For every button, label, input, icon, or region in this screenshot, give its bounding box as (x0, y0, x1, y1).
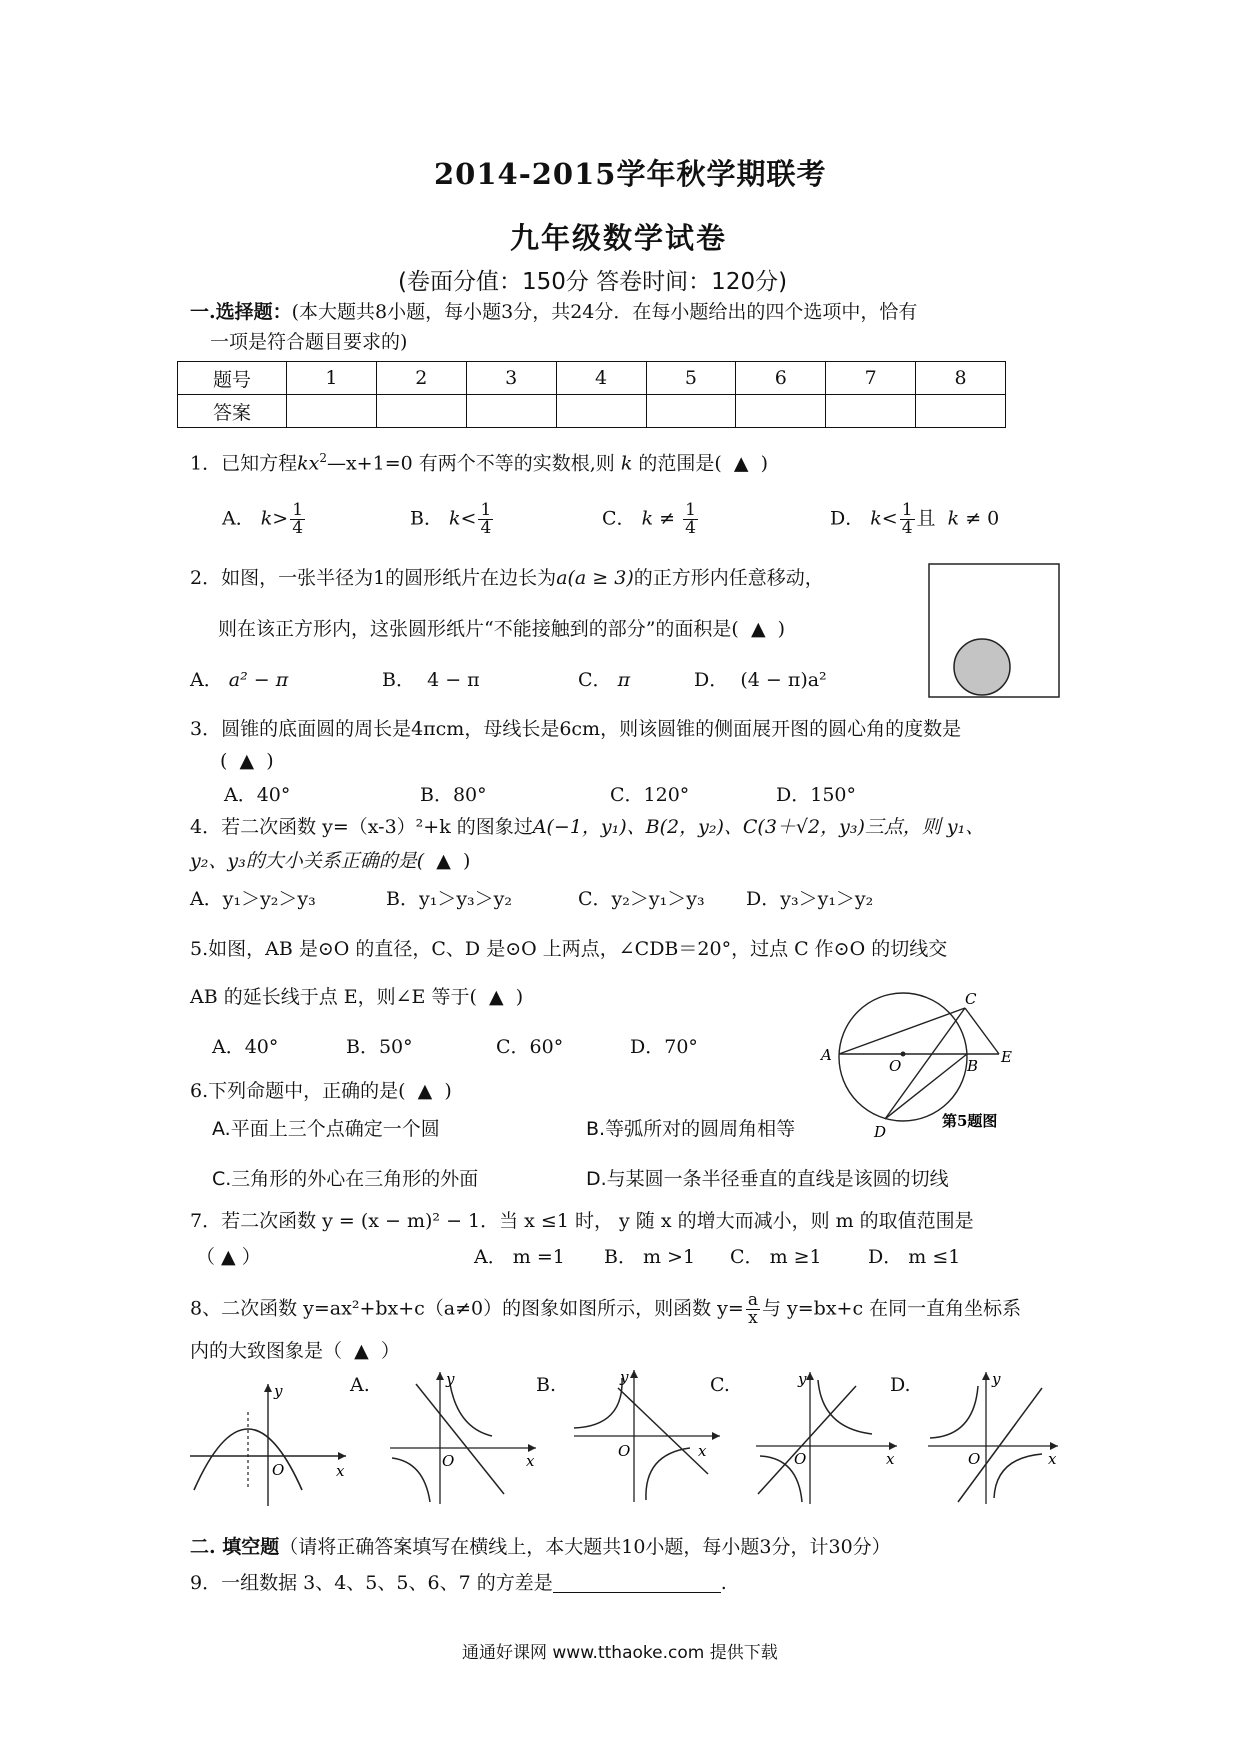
q5-line2 (190, 988, 523, 1007)
q1-x: x (308, 452, 320, 475)
q8-given-graph (186, 1378, 351, 1508)
frac-num: 1 (685, 500, 696, 520)
q8-option-d-graph (924, 1366, 1064, 1506)
y-arrow-icon (264, 1384, 272, 1392)
q2-close: ) (777, 618, 786, 640)
origin-label: O (794, 1450, 807, 1468)
line-graph (758, 1386, 856, 1494)
q2-option-a (190, 671, 288, 690)
q1-stem-pre: 1．已知方程 (190, 452, 298, 475)
q6-stem-text: 6.下列命题中，正确的是( (190, 1080, 406, 1102)
label-b: B (967, 1057, 979, 1075)
hyperbola-branch-2 (646, 1448, 690, 1500)
option-label: B． (410, 507, 443, 530)
line-graph (958, 1388, 1042, 1502)
answer-cell[interactable] (646, 395, 736, 428)
label-c: C (965, 992, 977, 1008)
x-arrow-icon (889, 1442, 897, 1450)
q4-line1 (190, 818, 984, 837)
q1-option-a (222, 502, 307, 537)
frac-den: x (748, 1308, 758, 1328)
y-label: y (274, 1382, 283, 1400)
q2-option-d (694, 671, 827, 690)
table-cell-number: 4 (556, 362, 646, 395)
answer-cell[interactable] (287, 395, 377, 428)
table-cell-number: 1 (287, 362, 377, 395)
q5-option-b: B．50° (346, 1036, 413, 1058)
q2-line1-text: 2．如图，一张半径为1的圆形纸片在边长为 (190, 567, 557, 589)
section2-heading: 二. 填空题 (190, 1536, 280, 1558)
q1-k: k (297, 452, 309, 475)
q7-line1: 7．若二次函数 y = (x − m)² − 1．当 x ≤1 时， y 随 x 的增大而减小，则 m 的取值范围是 (190, 1210, 974, 1232)
answer-cell[interactable] (376, 395, 466, 428)
answer-cell[interactable] (736, 395, 826, 428)
q6-stem (190, 1082, 452, 1101)
q8-close: ） (380, 1340, 400, 1362)
q3-option-a: A．40° (224, 784, 291, 806)
answer-mark: ▲ (239, 750, 255, 772)
section1-desc1: (本大题共8小题，每小题3分，共24分．在每小题给出的四个选项中，恰有 (291, 301, 918, 323)
x-arrow-icon (712, 1432, 720, 1440)
answer-mark: ▲ (750, 618, 766, 640)
q9-answer-blank[interactable] (553, 1574, 721, 1593)
q3-option-b: B．80° (420, 784, 487, 806)
q8-option-c-graph (752, 1366, 912, 1506)
answer-mark: ▲ (354, 1340, 369, 1362)
q1-lt: < (460, 507, 477, 530)
q1-k-b: k (449, 507, 461, 530)
q2-line2-text: 则在该正方形内，这张圆形纸片“不能接触到的部分”的面积是( (218, 618, 739, 640)
q8-option-b-label: B. (536, 1374, 557, 1396)
table-cell-number: 6 (736, 362, 826, 395)
q1-stem-end: 的范围是( (638, 452, 722, 475)
q4-line1-pre: 4．若二次函数 y=（x-3）²+k 的图象过 (190, 816, 533, 838)
x-label: x (1048, 1450, 1057, 1468)
answer-table-row-answers (178, 395, 1006, 428)
hyperbola-branch-2 (392, 1458, 430, 1502)
q3-option-d: D．150° (776, 784, 856, 806)
frac-den: 4 (901, 518, 913, 538)
option-label: A． (222, 507, 255, 530)
q9-stem: 9．一组数据 3、4、5、5、6、7 的方差是 (190, 1572, 553, 1594)
frac-num: a (747, 1290, 758, 1310)
q6-option-a: A.平面上三个点确定一个圆 (212, 1118, 440, 1140)
option-value: a² − π (228, 669, 289, 691)
q2-line1-end: 的正方形内任意移动， (633, 567, 824, 589)
q1-close: ) (760, 452, 769, 475)
q7-option-c: C． m ≥1 (730, 1246, 822, 1268)
q4-option-b: B．y₁＞y₃＞y₂ (386, 888, 513, 910)
answer-table (177, 361, 1006, 428)
line-graph (618, 1388, 708, 1474)
q1-stem-mid: —x+1=0 有两个不等的实数根,则 (326, 452, 615, 475)
answer-cell[interactable] (556, 395, 646, 428)
q7-option-b: B． m >1 (604, 1246, 696, 1268)
footer-text: 通通好课网 www.tthaoke.com 提供下载 (462, 1643, 778, 1663)
fraction (478, 502, 493, 537)
q1-exponent: 2 (319, 451, 327, 465)
hyperbola-branch-1 (818, 1380, 872, 1434)
q6-option-d: D.与某圆一条半径垂直的直线是该圆的切线 (586, 1168, 949, 1190)
section1-desc2: 一项是符合题目要求的) (210, 331, 408, 353)
x-arrow-icon (338, 1452, 346, 1460)
origin-label: O (442, 1452, 455, 1470)
q8-option-b-graph (570, 1364, 730, 1504)
x-arrow-icon (1050, 1442, 1058, 1450)
answer-mark: ▲ (488, 986, 504, 1008)
q5-figure (815, 992, 1045, 1142)
q4-option-a: A．y₁＞y₂＞y₃ (190, 888, 316, 910)
hyperbola-branch-1 (450, 1384, 492, 1436)
table-cell-number: 8 (916, 362, 1006, 395)
x-label: x (526, 1452, 535, 1470)
q1-option-d (830, 502, 999, 537)
origin-label: O (618, 1442, 631, 1460)
option-label: D． (830, 507, 865, 530)
section1-heading: 一.选择题： (190, 301, 292, 323)
label-o: O (889, 1057, 902, 1075)
q2-option-c (578, 671, 630, 690)
q2-figure (920, 560, 1066, 702)
q9-line (190, 1574, 727, 1593)
exam-subtitle: 九年级数学试卷 (510, 221, 728, 255)
q1-k-2: k (620, 452, 633, 475)
x-arrow-icon (528, 1444, 536, 1452)
option-label: A． (190, 669, 223, 691)
chord-ac (839, 1008, 965, 1054)
frac-den: 4 (292, 518, 304, 538)
fraction (290, 502, 305, 537)
answer-cell[interactable] (916, 395, 1006, 428)
table-cell-number: 7 (826, 362, 916, 395)
answer-cell[interactable] (466, 395, 556, 428)
option-label: C． (602, 507, 636, 530)
q8-line2-text: 内的大致图象是（ (190, 1340, 343, 1362)
y-label: y (992, 1370, 1001, 1388)
y-label: y (446, 1370, 455, 1388)
fraction (900, 502, 915, 537)
q2-option-b (382, 671, 480, 690)
q9-end: . (720, 1572, 727, 1594)
origin-label: O (272, 1461, 285, 1479)
q8-line1 (190, 1292, 1021, 1327)
q7-mark-line: （ ▲ ） (196, 1246, 261, 1268)
q8-option-c-label: C. (710, 1374, 730, 1396)
q1-k-c: k (641, 507, 654, 530)
q1-lt-d: < (881, 507, 898, 530)
q3-open: ( (220, 750, 228, 772)
circle-paper-shape (954, 639, 1010, 695)
center-point (901, 1052, 906, 1057)
q1-k-a: k (260, 507, 273, 530)
q8-line2 (190, 1342, 400, 1361)
q4-option-c: C．y₂＞y₁＞y₃ (578, 888, 705, 910)
option-value: (4 − π)a² (740, 669, 827, 691)
line-graph (416, 1384, 504, 1494)
q1-ne-zero: ≠ 0 (965, 507, 1000, 530)
section2-line (190, 1538, 891, 1557)
q4-close: ) (462, 850, 471, 872)
q7-option-d: D． m ≤1 (868, 1246, 961, 1268)
answer-cell[interactable] (826, 395, 916, 428)
option-value: π (617, 669, 631, 691)
x-label: x (336, 1462, 345, 1480)
q6-close: ) (444, 1080, 452, 1102)
q1-option-c (602, 502, 700, 537)
x-label: x (698, 1442, 707, 1460)
y-arrow-icon (630, 1370, 638, 1378)
q2-line1 (190, 569, 824, 588)
section2-desc: （请将正确答案填写在横线上，本大题共10小题，每小题3分，计30分） (279, 1536, 891, 1558)
q1-k-d: k (870, 507, 882, 530)
q1-option-b (410, 502, 495, 537)
section1-line1 (190, 303, 917, 322)
label-d: D (874, 1123, 887, 1141)
exam-title: 2014-2015学年秋学期联考 (434, 157, 827, 191)
table-cell-label: 题号 (178, 362, 287, 395)
option-label: C． (578, 669, 612, 691)
q5-option-a: A．40° (212, 1036, 279, 1058)
fraction (683, 502, 698, 537)
q8-option-a-label: A. (350, 1374, 370, 1396)
q3-mark-line (220, 752, 274, 771)
q1-k-d2: k (947, 507, 960, 530)
frac-den: 4 (480, 518, 492, 538)
q8-line1-pre: 8、二次函数 y=ax²+bx+c（a≠0）的图象如图所示，则函数 y= (190, 1297, 744, 1320)
score-info: (卷面分值：150分 答卷时间：120分) (398, 269, 788, 295)
label-a: A (821, 1046, 832, 1064)
q4-points: A(−1，y₁)、B(2，y₂)、C(3＋√2，y₃)三点，则 y₁、 (532, 816, 985, 838)
frac-num: 1 (480, 500, 492, 520)
q1-stem (190, 452, 768, 473)
q5-line1: 5.如图，AB 是⊙O 的直径，C、D 是⊙O 上两点，∠CDB＝20°，过点 C 作⊙O 的切线交 (190, 938, 948, 960)
q4-line2-text: y₂、y₃的大小关系正确的是( (190, 850, 425, 872)
q4-line2 (190, 852, 470, 871)
hyperbola-branch-1 (574, 1378, 622, 1428)
q1-and: 且 (916, 507, 936, 530)
q8-option-d-label: D. (890, 1374, 911, 1396)
label-e: E (1001, 1048, 1012, 1066)
q5-line2-text: AB 的延长线于点 E，则∠E 等于( (190, 986, 477, 1008)
q5-option-c: C．60° (496, 1036, 564, 1058)
q1-gt: > (272, 507, 289, 530)
answer-table-row-numbers (178, 362, 1006, 395)
answer-mark: ▲ (417, 1080, 433, 1102)
q4-option-d: D．y₃＞y₁＞y₂ (746, 888, 874, 910)
y-label: y (798, 1370, 807, 1388)
y-arrow-icon (806, 1372, 814, 1380)
y-label: y (620, 1368, 629, 1386)
frac-num: 1 (901, 500, 913, 520)
origin-label: O (968, 1450, 981, 1468)
q2-a-condition: a(a ≥ 3) (556, 567, 634, 589)
hyperbola-branch-2 (994, 1454, 1042, 1498)
x-label: x (886, 1450, 895, 1468)
answer-mark: ▲ (733, 452, 749, 475)
fraction (746, 1292, 760, 1327)
q5-option-d: D．70° (630, 1036, 698, 1058)
q6-option-c: C.三角形的外心在三角形的外面 (212, 1168, 479, 1190)
tangent-ce (965, 1008, 999, 1054)
q8-option-a-graph (386, 1366, 546, 1506)
frac-num: 1 (292, 500, 304, 520)
figure-caption: 第5题图 (942, 1112, 998, 1130)
q3-option-c: C．120° (610, 784, 690, 806)
table-cell-number: 2 (376, 362, 466, 395)
option-label: B． (382, 669, 415, 691)
q6-option-b: B.等弧所对的圆周角相等 (586, 1118, 796, 1140)
answer-mark: ▲ (436, 850, 451, 872)
table-cell-number: 3 (466, 362, 556, 395)
table-cell-number: 5 (646, 362, 736, 395)
option-label: D． (694, 669, 729, 691)
y-arrow-icon (436, 1372, 444, 1380)
frac-den: 4 (685, 518, 696, 538)
q1-ne: ≠ (659, 507, 676, 530)
q3-close: ) (266, 750, 274, 772)
option-value: 4 − π (427, 669, 480, 691)
y-arrow-icon (982, 1372, 990, 1380)
q2-line2 (218, 620, 785, 639)
q5-close: ) (515, 986, 524, 1008)
hyperbola-branch-1 (930, 1386, 978, 1438)
q7-option-a: A． m =1 (474, 1246, 565, 1268)
table-cell-label: 答案 (178, 395, 287, 428)
circle-o-shape (839, 993, 967, 1121)
q3-line1: 3．圆锥的底面圆的周长是4πcm，母线长是6cm，则该圆锥的侧面展开图的圆心角的度数是 (190, 718, 962, 740)
q8-line1-post: 与 y=bx+c 在同一直角坐标系 (761, 1297, 1022, 1320)
